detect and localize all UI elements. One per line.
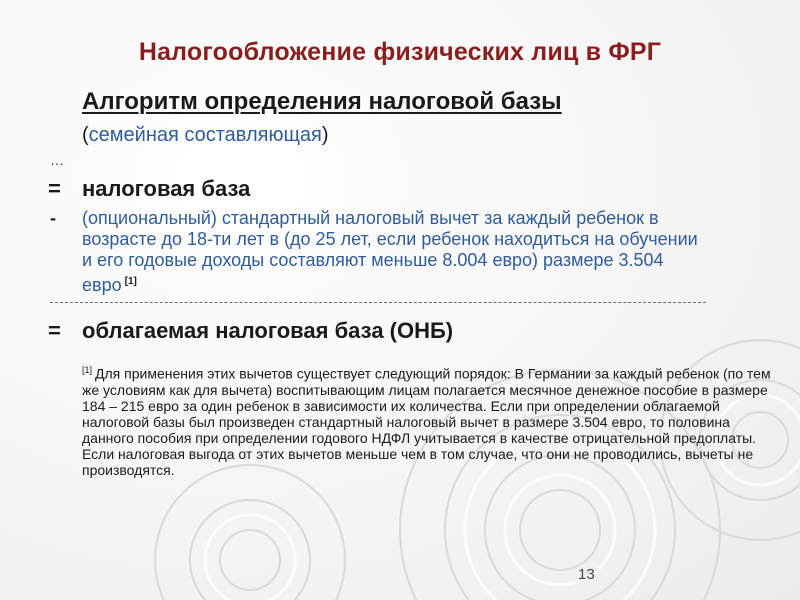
paren-open: (	[82, 124, 89, 146]
paren-close: )	[321, 124, 329, 146]
dashed-separator	[50, 302, 706, 303]
slide-subtitle: Алгоритм определения налоговой базы	[82, 88, 562, 115]
row-tax-base	[48, 176, 250, 202]
ellipsis-marker: …	[50, 152, 64, 168]
row-taxable-base	[48, 318, 453, 344]
footnote-text: Для применения этих вычетов существует следующий порядок: В Германии за каждый ребенок (по тем же условиям как для вычета) воспитывающим лицам полагается месячное денежное пособие в размере 184 – 215 евро за один ребенок в зависимости их количества. Если при определении облагаемой налоговой базы был произведен стандартный налоговый вычет в размере 3.504 евро, то половина данного пособия при определении годового НДФЛ учитывается в качестве отрицательной предоплаты. Если налоговая выгода от этих вычетов меньше чем в том случае, что они не проводились, вычеты не производятся.	[82, 365, 771, 478]
tax-base-label: налоговая база	[82, 176, 251, 201]
equals-marker: =	[48, 176, 61, 201]
taxable-base-label: облагаемая налоговая база (ОНБ)	[82, 318, 454, 343]
slide-subtitle-parenthetical	[82, 124, 329, 147]
footnote-reference: [1]	[124, 276, 137, 287]
footnote-number: [1]	[82, 365, 93, 375]
standard-deduction-body: (опциональный) стандартный налоговый вычет за каждый ребенок в возрасте до 18-ти лет в (до 25 лет, если ребенок находиться на обучении и его годовые доходы составляют меньше 8.004 евро) размере 3.504 евро	[82, 208, 698, 295]
row-standard-deduction	[48, 208, 712, 296]
footnote	[82, 362, 772, 478]
page-number: 13	[578, 566, 595, 583]
subtitle-parenthetical-text: семейная составляющая	[88, 124, 322, 146]
standard-deduction-text	[82, 208, 712, 296]
equals-marker: =	[48, 318, 61, 343]
dash-marker: -	[50, 208, 56, 228]
slide-title: Налогообложение физических лиц в ФРГ	[138, 38, 662, 66]
